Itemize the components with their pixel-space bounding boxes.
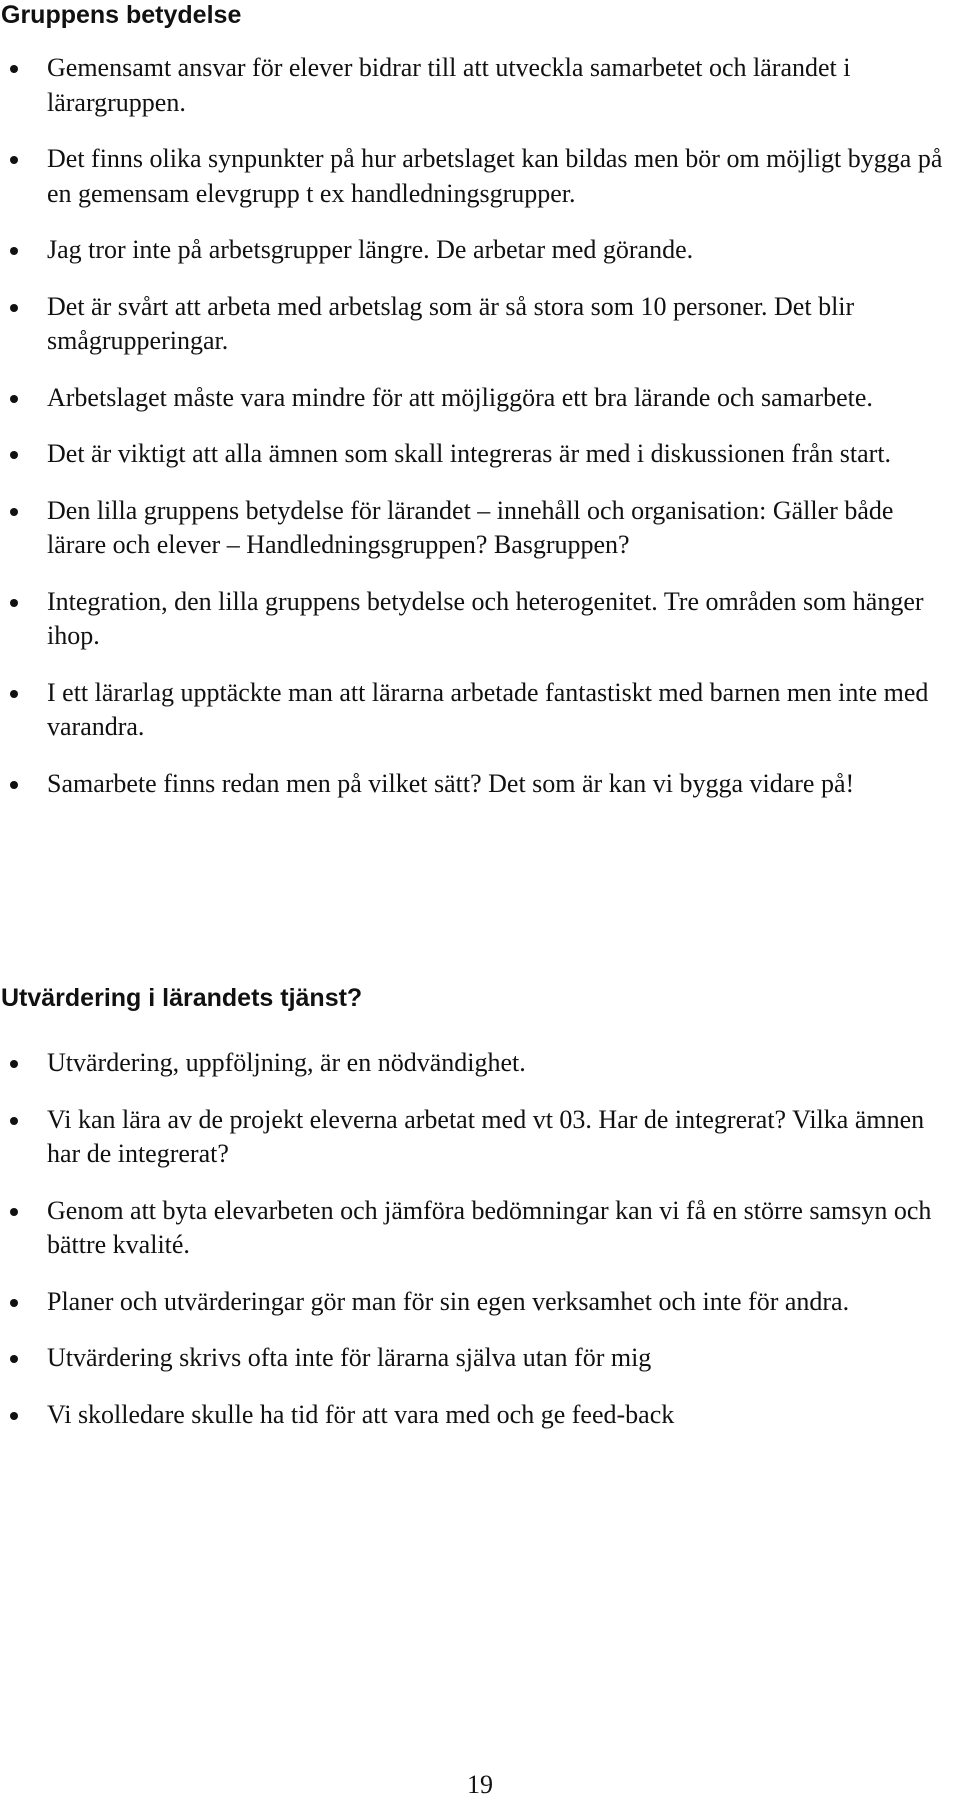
list-item bbox=[0, 494, 960, 563]
list-item-text: Gemensamt ansvar för elever bidrar till att utveckla samarbetet och lärandet i lärargruppen. bbox=[47, 53, 851, 117]
bullet-list bbox=[0, 51, 960, 801]
section-heading: Utvärdering i lärandets tjänst? bbox=[1, 984, 363, 1012]
section-evaluation bbox=[0, 983, 960, 1454]
bullet-icon bbox=[10, 247, 18, 255]
list-item bbox=[0, 142, 960, 211]
list-item-text: Den lilla gruppens betydelse för lärandet – innehåll och organisation: Gäller både lärare och elever – Handledningsgruppen? Basgruppen? bbox=[47, 495, 894, 559]
list-item bbox=[0, 1285, 960, 1320]
list-item-text: Det är viktigt att alla ämnen som skall integreras är med i diskussionen från start. bbox=[47, 439, 892, 468]
list-item bbox=[0, 290, 960, 359]
list-item bbox=[0, 767, 960, 802]
list-item bbox=[0, 437, 960, 472]
bullet-icon bbox=[10, 599, 18, 607]
section-group-importance bbox=[0, 0, 960, 823]
list-item-text: Utvärdering skrivs ofta inte för lärarna själva utan för mig bbox=[47, 1343, 652, 1372]
list-item-text: Integration, den lilla gruppens betydelse och heterogenitet. Tre områden som hänger ihop. bbox=[47, 586, 924, 650]
bullet-icon bbox=[10, 451, 18, 459]
list-item-text: Planer och utvärderingar gör man för sin egen verksamhet och inte för andra. bbox=[47, 1286, 850, 1316]
list-item bbox=[0, 51, 960, 120]
bullet-icon bbox=[10, 690, 18, 698]
list-item-text: Arbetslaget måste vara mindre för att möjliggöra ett bra lärande och samarbete. bbox=[47, 382, 873, 412]
bullet-icon bbox=[10, 1412, 18, 1420]
list-item bbox=[0, 1341, 960, 1376]
list-item-text: Utvärdering, uppföljning, är en nödvändighet. bbox=[47, 1048, 526, 1077]
bullet-icon bbox=[10, 1060, 18, 1068]
list-item bbox=[0, 1398, 960, 1433]
list-item-text: Samarbete finns redan men på vilket sätt? Det som är kan vi bygga vidare på! bbox=[47, 768, 855, 798]
bullet-icon bbox=[10, 1355, 18, 1363]
list-item bbox=[0, 676, 960, 745]
bullet-icon bbox=[10, 1299, 18, 1307]
bullet-icon bbox=[10, 156, 18, 164]
list-item bbox=[0, 1103, 960, 1172]
bullet-icon bbox=[10, 1117, 18, 1125]
bullet-icon bbox=[10, 781, 18, 789]
list-item-text: Genom att byta elevarbeten och jämföra bedömningar kan vi få en större samsyn och bättre kvalité. bbox=[47, 1195, 932, 1259]
list-item bbox=[0, 233, 960, 268]
section-heading: Gruppens betydelse bbox=[1, 1, 242, 29]
list-item-text: Vi skolledare skulle ha tid för att vara med och ge feed-back bbox=[47, 1399, 675, 1429]
bullet-list bbox=[0, 1046, 960, 1432]
list-item-text: Vi kan lära av de projekt eleverna arbetat med vt 03. Har de integrerat? Vilka ämnen har de integrerat? bbox=[47, 1104, 925, 1168]
bullet-icon bbox=[10, 304, 18, 312]
bullet-icon bbox=[10, 395, 18, 403]
list-item-text: Det är svårt att arbeta med arbetslag som är så stora som 10 personer. Det blir smågrupperingar. bbox=[47, 291, 855, 355]
page-number: 19 bbox=[467, 1770, 493, 1799]
list-item-text: Jag tror inte på arbetsgrupper längre. De arbetar med görande. bbox=[47, 235, 694, 264]
list-item bbox=[0, 585, 960, 654]
bullet-icon bbox=[10, 508, 18, 516]
list-item-text: Det finns olika synpunkter på hur arbetslaget kan bildas men bör om möjligt bygga på en gemensam elevgrupp t ex handledningsgrupper. bbox=[47, 144, 943, 208]
bullet-icon bbox=[10, 65, 18, 73]
list-item bbox=[0, 381, 960, 416]
list-item bbox=[0, 1194, 960, 1263]
list-item-text: I ett lärarlag upptäckte man att lärarna arbetade fantastiskt med barnen men inte med varandra. bbox=[47, 677, 929, 741]
bullet-icon bbox=[10, 1208, 18, 1216]
list-item bbox=[0, 1046, 960, 1081]
